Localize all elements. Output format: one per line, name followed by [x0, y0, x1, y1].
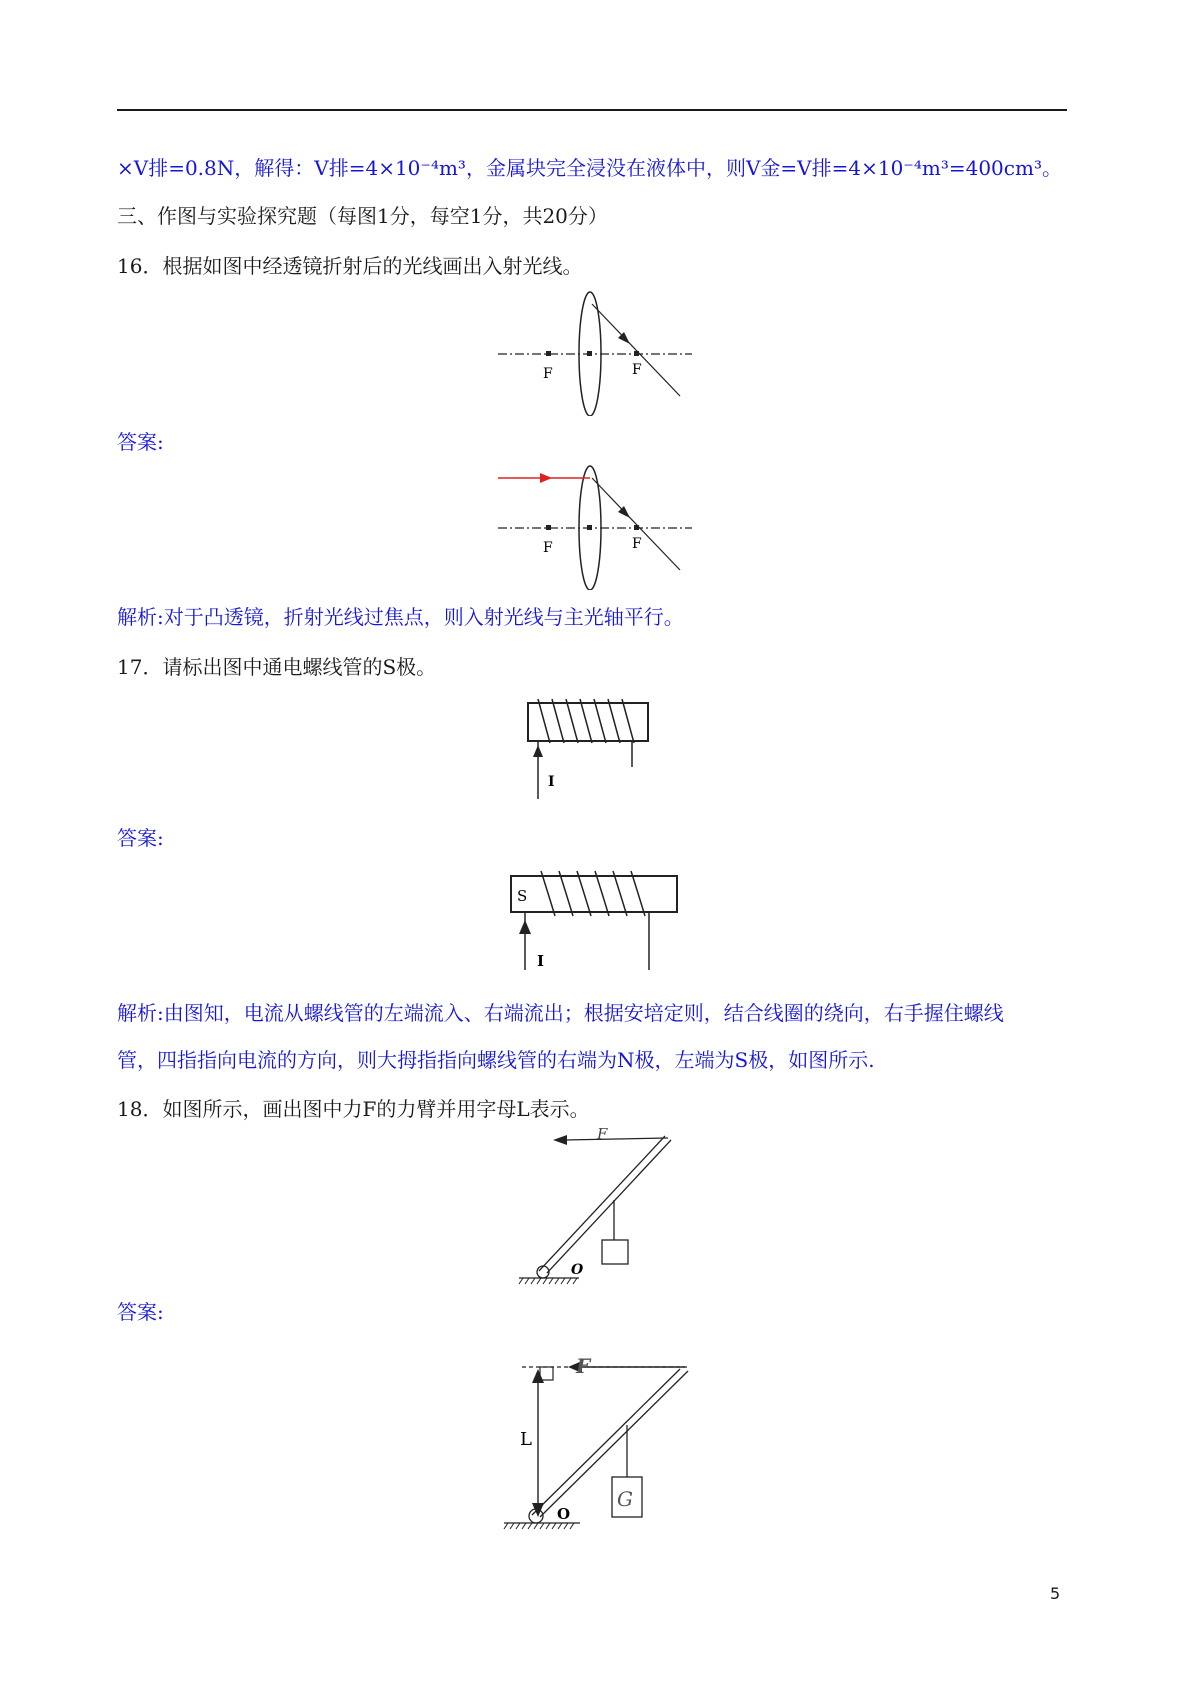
weight-block: [602, 1240, 628, 1264]
q18-answer-label: 答案:: [117, 1300, 164, 1324]
q17-analysis-line2: 管，四指指向电流的方向，则大拇指指向螺线管的右端为N极，左端为S极，如图所示.: [117, 1048, 875, 1072]
coil-windings: [541, 871, 645, 916]
right-angle-mark: [540, 1367, 553, 1380]
force-label: F: [597, 1128, 608, 1143]
q18-lever-figure: [515, 1128, 690, 1288]
q17-answer-label: 答案:: [117, 826, 164, 850]
arm-label: L: [520, 1429, 532, 1450]
focus-label-left: F: [543, 540, 553, 556]
pivot-label: O: [571, 1262, 584, 1278]
q16-answer-figure: [490, 440, 700, 590]
force-label: F: [576, 1355, 591, 1378]
q16-lens-figure: [490, 266, 700, 416]
solenoid-core: [511, 876, 677, 912]
force-arrow: [553, 1135, 567, 1145]
weight-label: G: [617, 1487, 633, 1511]
focus-label-right: F: [632, 362, 642, 378]
current-arrow: [533, 745, 543, 757]
q17-analysis-line1: 解析:由图知，电流从螺线管的左端流入、右端流出；根据安培定则，结合线圈的绕向，右手握住螺线: [117, 1001, 1004, 1025]
q16-question: 16．根据如图中经透镜折射后的光线画出入射光线。: [117, 254, 583, 278]
focus-label-right: F: [632, 536, 642, 552]
left-focus-point: [546, 351, 551, 356]
incident-ray-arrow: [540, 473, 552, 483]
lever-edge-1: [532, 1369, 680, 1515]
q17-solenoid-figure: [520, 695, 660, 805]
lever-edge-2: [540, 1371, 688, 1517]
refracted-ray: [592, 478, 680, 570]
focus-label-left: F: [543, 366, 553, 382]
header-rule: [117, 109, 1067, 111]
continued-solution: ×V排=0.8N，解得：V排=4×10⁻⁴m³，金属块完全浸没在液体中，则V金=V排=4×10⁻⁴m³=400cm³。: [117, 156, 1062, 180]
current-label: I: [537, 952, 545, 970]
q16-analysis: 解析:对于凸透镜，折射光线过焦点，则入射光线与主光轴平行。: [117, 605, 684, 629]
optical-center: [587, 525, 592, 530]
q18-question: 18．如图所示，画出图中力F的力臂并用字母L表示。: [117, 1097, 590, 1121]
refracted-ray: [592, 304, 680, 396]
optical-center: [587, 351, 592, 356]
section-heading: 三、作图与实验探究题（每图1分，每空1分，共20分）: [117, 204, 608, 228]
current-arrow: [519, 920, 531, 934]
current-label: I: [548, 774, 555, 790]
arm-arrow-top: [532, 1369, 544, 1383]
left-focus-point: [546, 525, 551, 530]
page-number: 5: [1050, 1584, 1061, 1603]
pivot-label: O: [557, 1505, 571, 1523]
pole-label: S: [517, 887, 528, 905]
q17-answer-figure: [505, 866, 685, 976]
q17-question: 17．请标出图中通电螺线管的S极。: [117, 655, 437, 679]
q16-answer-label: 答案:: [117, 430, 164, 454]
coil-windings: [538, 699, 634, 743]
ground-hatching: [519, 1278, 577, 1284]
solenoid-core: [528, 703, 648, 741]
q18-answer-figure: [500, 1355, 700, 1545]
force-line: [565, 1138, 668, 1140]
ground-hatching: [504, 1523, 574, 1529]
lever-edge-2: [547, 1140, 671, 1273]
